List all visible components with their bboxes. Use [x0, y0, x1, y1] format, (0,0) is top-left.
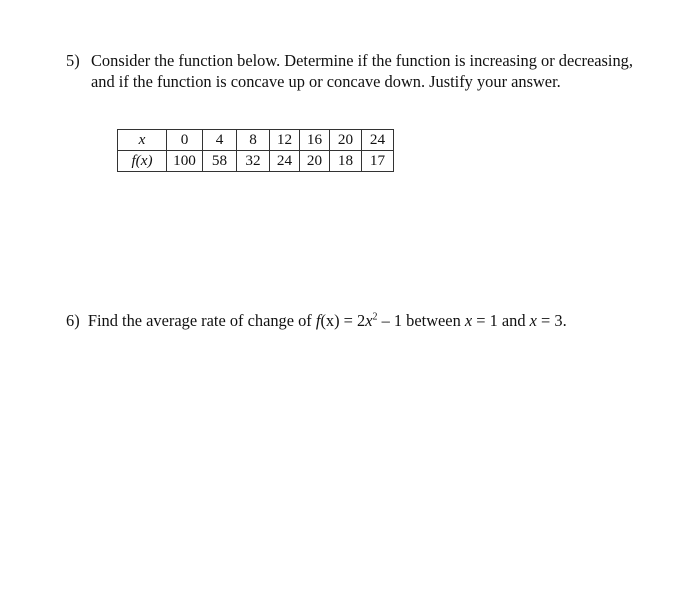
problem-5-number: 5) [66, 51, 80, 70]
problem-6-rest: – 1 between [377, 311, 461, 330]
problem-6-number: 6) [66, 311, 80, 330]
function-variable: (x) [320, 311, 340, 330]
table-cell: 4 [203, 130, 237, 151]
table-cell: 0 [167, 130, 203, 151]
x2-value: = 3. [536, 311, 567, 330]
table-row-label-x: x [118, 130, 167, 151]
problem-5 [66, 50, 666, 92]
table-cell: 8 [237, 130, 270, 151]
table-cell: 20 [300, 151, 330, 172]
x2-variable: x [529, 311, 537, 330]
equals-coefficient: = 2 [339, 311, 366, 330]
table-cell: 24 [362, 130, 394, 151]
table-cell: 18 [330, 151, 362, 172]
table-cell: 58 [203, 151, 237, 172]
table-row-x [118, 130, 394, 151]
table-cell: 16 [300, 130, 330, 151]
table-row-fx [118, 151, 394, 172]
problem-6-lead: Find the average rate of change of [87, 311, 312, 330]
x-term: x [365, 311, 373, 330]
x1-variable: x [464, 311, 473, 330]
table-cell: 20 [330, 130, 362, 151]
table-cell: 32 [237, 151, 270, 172]
table-cell: 100 [167, 151, 203, 172]
exponent: 2 [372, 311, 378, 323]
function-value-table [117, 129, 394, 172]
table-cell: 24 [270, 151, 300, 172]
x1-value: = 1 and [472, 311, 530, 330]
table-cell: 17 [362, 151, 394, 172]
table-cell: 12 [270, 130, 300, 151]
problem-5-text: Consider the function below. Determine if the function is increasing or decreasing, and if the function is concave up or concave down. Justify your answer. [91, 51, 633, 91]
function-name: f [315, 311, 321, 330]
table-row-label-fx: f(x) [118, 151, 167, 172]
problem-6 [66, 310, 676, 331]
